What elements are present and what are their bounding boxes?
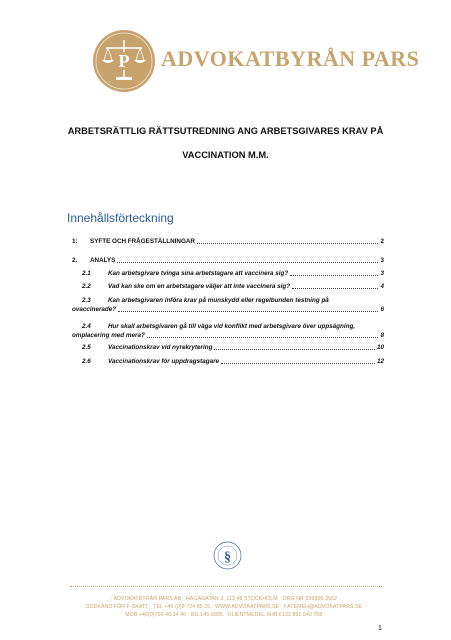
toc-entry-title: Hur skall arbetsgivaren gå till väga vid konflikt med arbetsgivare över uppsägning, [108,323,356,330]
toc-entry-page: 3 [380,257,384,264]
toc-entry[interactable] [72,357,384,366]
svg-text:§: § [224,550,231,565]
footer-contact: GODKÄND FÖR F-SKATT · TEL +46 (0)8 724 85 25 · WWW.ADVOKATPARS.SE · FATEMEH@ADVOKATPARS.SE · [85,604,366,610]
toc-entry[interactable] [72,282,384,291]
toc-entry[interactable] [72,256,384,265]
toc-entry-title-continued: omplacering med mera? [72,332,145,339]
section-seal-icon [213,541,242,570]
toc-heading: Innehållsförteckning [67,211,174,225]
firm-name: ADVOKATBYRÅN PARS [161,46,420,71]
toc-entry-number: 2. [72,257,78,264]
footer-address: · ADVOKATBYRÅN PARS AB · HAGAGATAN 3, 113 48 STOCKHOLM · ORG NR 556906-3562 · [110,596,341,602]
toc-entry-page: 4 [380,283,384,290]
toc-entry-title: Vad kan ske om en arbetstagare väljer att inte vaccinera sig? [108,283,291,290]
toc-entry-number: 2.1 [82,270,91,277]
toc-entry-page: 3 [380,270,384,277]
toc-entry[interactable] [72,296,384,314]
toc-leader-dots [147,337,379,338]
toc-entry[interactable] [72,269,384,278]
toc-entry-page: 12 [376,358,384,365]
bar-association-seal [213,541,242,570]
toc-entry-title: ANALYS [90,257,116,264]
toc-leader-dots [118,311,378,312]
toc-entry-title: SYFTE OCH FRÅGESTÄLLNINGAR [90,238,195,245]
document-title-line-1: ARBETSRÄTTLIG RÄTTSUTREDNING ANG ARBETSGIVARES KRAV PÅ [67,126,384,136]
toc-leader-dots [292,288,378,289]
toc-entry-number: 2.4 [82,323,91,330]
footer-divider [70,586,382,587]
firm-logo [93,30,420,92]
toc-entry[interactable] [72,322,384,340]
toc-entry-page: 8 [380,332,384,339]
toc-entry-page: 2 [380,238,384,245]
toc-entry-number: 2.3 [82,297,91,304]
toc-entry-number: 2.6 [82,358,91,365]
footer-bank-details: MOB +46(0)700 48 34 46 · BG 146-6895 · KLIENTMEDEL SHB 6133 851 540 708 · [125,612,326,618]
toc-entry-page: 10 [376,344,384,351]
toc-entry-number: 2.5 [82,344,91,351]
logo-monogram: P [118,51,130,71]
toc-entry-number: 2.2 [82,283,91,290]
toc-leader-dots [221,363,375,364]
toc-leader-dots [290,275,378,276]
toc-leader-dots [214,349,375,350]
toc-entry-title: Vaccinationskrav för uppdragstagare [108,358,220,365]
toc-entry-title: Kan arbetsgivare tvinga sina arbetstagare att vaccinera sig? [108,270,289,277]
toc-entry-page: 6 [380,306,384,313]
page-number: 1 [378,625,382,632]
toc-leader-dots [117,262,378,263]
toc-entry-title: Kan arbetsgivaren införa krav på munskydd eller regelbunden testning på [108,297,329,304]
toc-entry-title: Vaccinationskrav vid nyrekrytering [108,344,213,351]
scales-of-justice-emblem [93,30,155,92]
toc-leader-dots [197,243,379,244]
toc-entry-number: 1: [72,238,78,245]
document-title-line-2: VACCINATION M.M. [182,150,269,160]
toc-entry[interactable] [72,237,384,246]
toc-entry-title-continued: ovaccinerade? [72,306,117,313]
toc-entry[interactable] [72,343,384,352]
scales-icon [93,30,155,92]
